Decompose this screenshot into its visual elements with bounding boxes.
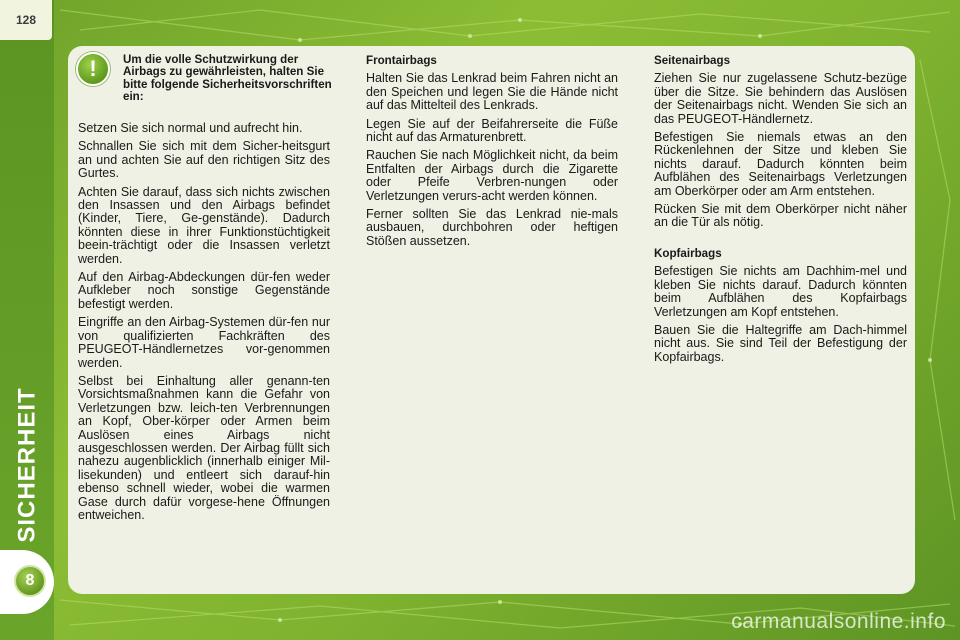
paragraph: Halten Sie das Lenkrad beim Fahren nicht an den Speichen und legen Sie die Hände nicht auf das Mittelteil des Lenkrads.	[366, 71, 618, 113]
paragraph: Auf den Airbag-Abdeckungen dür-fen weder Aufkleber noch sonstige Gegenstände befestigt werden.	[78, 270, 330, 311]
paragraph: Setzen Sie sich normal und aufrecht hin.	[78, 121, 303, 135]
column-general-rules	[78, 122, 330, 527]
paragraph: Ziehen Sie nur zugelassene Schutz-bezüge über die Sitze. Sie behindern das Auslösen der Seitenairbags nicht. Wenden Sie sich an das PEUGEOT-Händlernetz.	[654, 71, 907, 126]
paragraph: Ferner sollten Sie das Lenkrad nie-mals ausbauen, durchbohren oder heftigen Stößen aussetzen.	[366, 207, 618, 248]
exclamation-icon: !	[76, 52, 110, 86]
paragraph: Rauchen Sie nach Möglichkeit nicht, da beim Entfalten der Airbags durch die Zigarette oder Pfeife Verbren-nungen oder Verletzungen verurs-acht werden können.	[366, 148, 618, 203]
section-title-text: SICHERHEIT	[14, 387, 42, 543]
paragraph: Bauen Sie die Haltegriffe am Dach-himmel nicht aus. Sie sind Teil der Befestigung der Kopfairbags.	[654, 322, 907, 364]
paragraph: Legen Sie auf der Beifahrerseite die Füße nicht auf das Armaturenbrett.	[366, 116, 618, 145]
chapter-number-badge: 8	[14, 565, 46, 597]
paragraph: Befestigen Sie nichts am Dachhim-mel und kleben Sie nichts darauf. Dadurch könnten beim Aufblähen des Kopfairbags Verletzungen am Kopf entstehen.	[654, 264, 907, 319]
safety-rules-title: Um die volle Schutzwirkung der Airbags zu gewährleisten, halten Sie bitte folgende Sicherheitsvorschriften ein:	[123, 53, 332, 104]
section-title	[10, 380, 46, 550]
page-number: 128	[0, 0, 52, 40]
watermark: carmanualsonline.info	[731, 610, 946, 633]
paragraph: Schnallen Sie sich mit dem Sicher-heitsgurt an und achten Sie auf den richtigen Sitz des Gurtes.	[78, 139, 330, 181]
paragraph: Selbst bei Einhaltung aller genann-ten Vorsichtsmaßnahmen kann die Gefahr von Verletzungen bzw. leich-ten Verbrennungen an Kopf, Ober-körper oder Armen beim Auslösen eines Airbags nicht ausgeschlossen werden. Der Airbag füllt sich nahezu augenblicklich (innerhalb einiger Mil-lisekunden) und entleert sich darauf-hin ebenso schnell wieder, wobei die warmen Gase durch dafür vorgese-hene Öffnungen entweichen.	[78, 373, 330, 522]
column-front-airbags	[366, 54, 618, 253]
heading-side-airbags: Seitenairbags	[654, 54, 731, 67]
heading-head-airbags: Kopfairbags	[654, 246, 722, 260]
heading-front-airbags: Frontairbags	[366, 54, 437, 67]
paragraph: Rücken Sie mit dem Oberkörper nicht näher an die Tür als nötig.	[654, 202, 907, 230]
column-side-head-airbags	[654, 54, 907, 369]
paragraph: Befestigen Sie niemals etwas an den Rückenlehnen der Sitze und kleben Sie nichts darauf. Dadurch könnten beim Aufblähen des Seitenairbags Verletzungen am Oberkörper oder am Arm entstehen.	[654, 130, 907, 198]
paragraph: Achten Sie darauf, dass sich nichts zwischen den Insassen und den Airbags befindet (Kinder, Tiere, Ge-genstände). Dadurch könnten diese in ihrer Funktionstüchtigkeit beein-trächtigt oder die Insassen verletzt werden.	[78, 184, 330, 266]
paragraph: Eingriffe an den Airbag-Systemen dür-fen nur von qualifizierten Fachkräften des PEUGEOT-Händlernetzes vor-genommen werden.	[78, 315, 330, 370]
spacer	[654, 235, 907, 247]
